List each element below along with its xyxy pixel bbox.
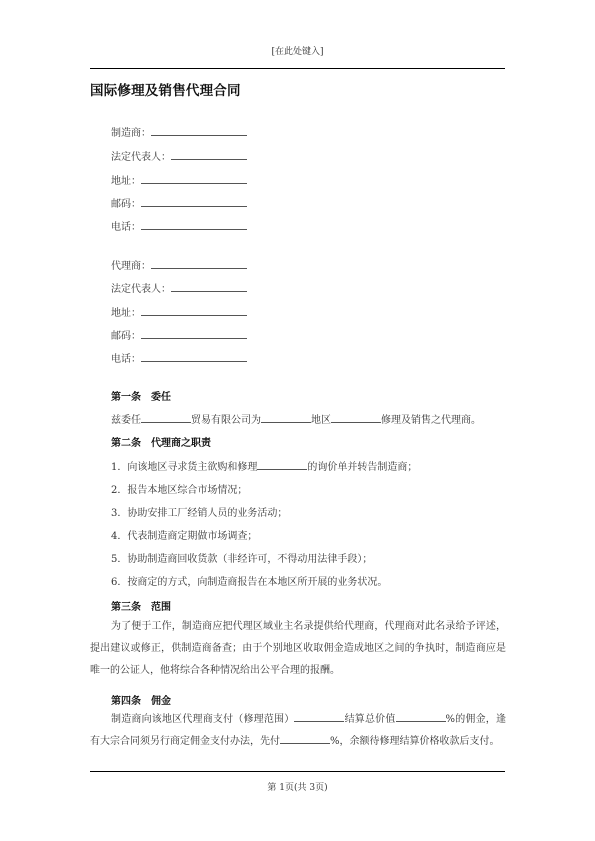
blank-line[interactable] xyxy=(257,459,307,470)
field-label: 地址： xyxy=(111,308,141,319)
field-label: 代理商： xyxy=(111,261,151,272)
blank-line[interactable] xyxy=(261,412,311,423)
agent-postcode-field[interactable] xyxy=(111,327,247,342)
manufacturer-address-field[interactable] xyxy=(111,172,247,187)
footer-divider xyxy=(90,771,505,772)
blank-line[interactable] xyxy=(396,711,446,722)
article-2-item-3: 3．协助安排工厂经销人员的业务活动； xyxy=(111,508,288,519)
blank-line[interactable] xyxy=(141,328,247,339)
blank-line[interactable] xyxy=(294,711,344,722)
text-segment: 制造商向该地区代理商支付（修理范围） xyxy=(111,714,295,725)
agent-address-field[interactable] xyxy=(111,304,247,319)
article-2-item-4: 4．代表制造商定期做市场调查； xyxy=(111,531,258,542)
agent-name-field[interactable] xyxy=(111,257,247,272)
text-segment: 修理及销售之代理商。 xyxy=(381,415,481,426)
text-segment: 兹委任 xyxy=(111,415,141,426)
blank-line[interactable] xyxy=(141,196,247,207)
agent-phone-field[interactable] xyxy=(111,350,247,365)
blank-line[interactable] xyxy=(141,219,247,230)
blank-line[interactable] xyxy=(141,412,191,423)
article-2-item-6: 6．按商定的方式，向制造商报告在本地区所开展的业务状况。 xyxy=(111,577,388,588)
manufacturer-postcode-field[interactable] xyxy=(111,195,247,210)
page-header[interactable]: [在此处键入] xyxy=(271,47,324,57)
article-4-text xyxy=(90,709,506,753)
field-label: 电话： xyxy=(111,354,141,365)
blank-line[interactable] xyxy=(171,281,247,292)
blank-line[interactable] xyxy=(331,412,381,423)
article-2-item-2: 2．报告本地区综合市场情况； xyxy=(111,485,248,496)
field-label: 电话： xyxy=(111,222,141,233)
text-segment: 结算总价值 xyxy=(344,714,396,725)
text-segment: %的佣金，逢有大宗合同须另行商定佣金支付办法，先付 xyxy=(90,714,506,747)
manufacturer-name-field[interactable] xyxy=(111,124,247,139)
blank-line[interactable] xyxy=(141,173,247,184)
agent-rep-field[interactable] xyxy=(111,280,247,295)
article-3-text: 为了便于工作，制造商应把代理区域业主名录提供给代理商，代理商对此名录给予评述，提出建议或修正，供制造商备查；由于个别地区收取佣金造成地区之间的争执时，制造商应是唯一的公证人，他将综合各种情况给出公平合理的报酬。 xyxy=(90,621,506,676)
manufacturer-phone-field[interactable] xyxy=(111,218,247,233)
article-4-title: 第四条 佣金 xyxy=(111,696,171,707)
text-segment: 的询价单并转告制造商； xyxy=(307,462,418,473)
blank-line[interactable] xyxy=(280,733,330,744)
text-segment: 贸易有限公司为 xyxy=(191,415,261,426)
field-label: 法定代表人： xyxy=(111,152,171,163)
field-label: 法定代表人： xyxy=(111,284,171,295)
article-2-title: 第二条 代理商之职责 xyxy=(111,438,211,449)
blank-line[interactable] xyxy=(141,351,247,362)
article-2-item-1 xyxy=(111,458,417,473)
blank-line[interactable] xyxy=(151,125,247,136)
text-segment: 地区 xyxy=(311,415,331,426)
blank-line[interactable] xyxy=(171,149,247,160)
document-title: 国际修理及销售代理合同 xyxy=(90,83,241,99)
field-label: 制造商： xyxy=(111,128,151,139)
field-label: 地址： xyxy=(111,176,141,187)
field-label: 邮码： xyxy=(111,199,141,210)
blank-line[interactable] xyxy=(141,305,247,316)
page-number: 第 1页(共 3页) xyxy=(267,783,328,793)
article-1-text xyxy=(111,411,481,426)
text-segment: 1．向该地区寻求货主欲购和修理 xyxy=(111,462,258,473)
field-label: 邮码： xyxy=(111,331,141,342)
blank-line[interactable] xyxy=(151,258,247,269)
header-divider xyxy=(90,68,505,69)
manufacturer-rep-field[interactable] xyxy=(111,148,247,163)
article-2-item-5: 5．协助制造商回收货款（非经许可，不得动用法律手段）； xyxy=(111,554,373,565)
article-3-title: 第三条 范围 xyxy=(111,602,171,613)
text-segment: %，余额待修理结算价格收款后支付。 xyxy=(330,736,500,747)
article-1-title: 第一条 委任 xyxy=(111,392,171,403)
